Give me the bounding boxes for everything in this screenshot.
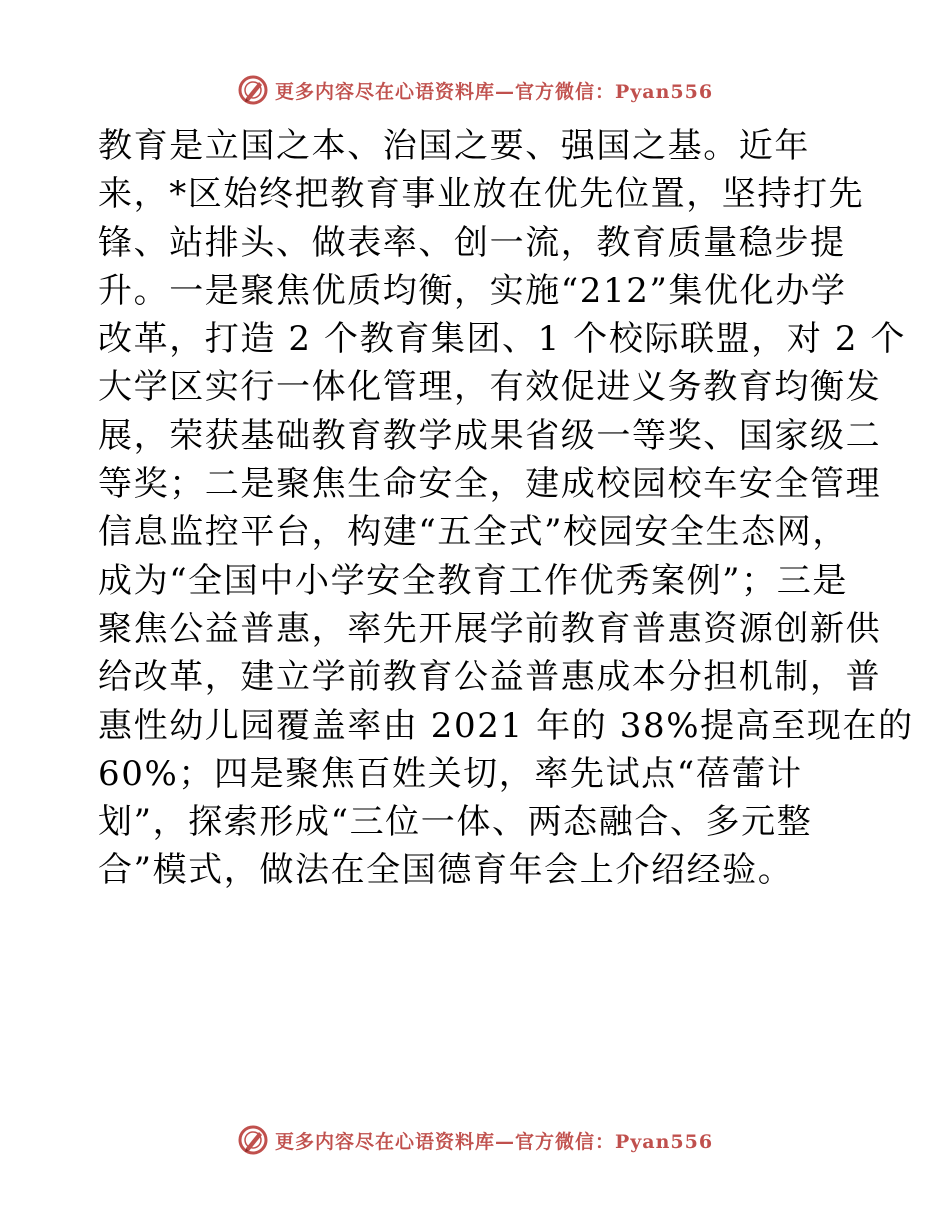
paragraph-line: 展，荣获基础教育教学成果省级一等奖、国家级二 — [98, 415, 882, 456]
header-banner — [0, 70, 950, 110]
paragraph-line: 60%；四是聚焦百姓关切，率先试点“蓓蕾计 — [98, 753, 803, 794]
paragraph-line: 教育是立国之本、治国之要、强国之基。近年 — [98, 126, 810, 166]
paragraph-line: 聚焦公益普惠，率先开展学前教育普惠资源创新供 — [98, 608, 882, 649]
document-body — [98, 122, 914, 895]
footer-banner-text: 更多内容尽在心语资料库—官方微信：Pyan556 — [274, 1130, 714, 1153]
footer-banner — [0, 1120, 950, 1160]
paragraph-line: 改革，打造 2 个教育集团、1 个校际联盟，对 2 个 — [98, 319, 907, 360]
paragraph-line: 合”模式，做法在全国德育年会上介绍经验。 — [98, 850, 794, 891]
paragraph-line: 锋、站排头、做表率、创一流，教育质量稳步提 — [98, 222, 846, 263]
paragraph-line: 信息监控平台，构建“五全式”校园安全生态网， — [98, 512, 848, 553]
paragraph-line: 划”，探索形成“三位一体、两态融合、多元整 — [98, 802, 813, 843]
paragraph-line: 惠性幼儿园覆盖率由 2021 年的 38%提高至现在的 — [98, 705, 914, 746]
header-banner-text: 更多内容尽在心语资料库—官方微信：Pyan556 — [274, 80, 714, 103]
paragraph-line: 大学区实行一体化管理，有效促进义务教育均衡发 — [98, 367, 882, 408]
paragraph-line: 来，*区始终把教育事业放在优先位置，坚持打先 — [98, 174, 865, 215]
pen-logo-icon — [237, 74, 269, 106]
paragraph-line: 等奖；二是聚焦生命安全，建成校园校车安全管理 — [98, 464, 882, 505]
paragraph-line: 成为“全国中小学安全教育工作优秀案例”；三是 — [98, 560, 848, 601]
paragraph-line: 给改革，建立学前教育公益普惠成本分担机制，普 — [98, 657, 882, 698]
paragraph-line: 升。一是聚焦优质均衡，实施“212”集优化办学 — [98, 270, 847, 311]
pen-logo-icon — [237, 1124, 269, 1156]
